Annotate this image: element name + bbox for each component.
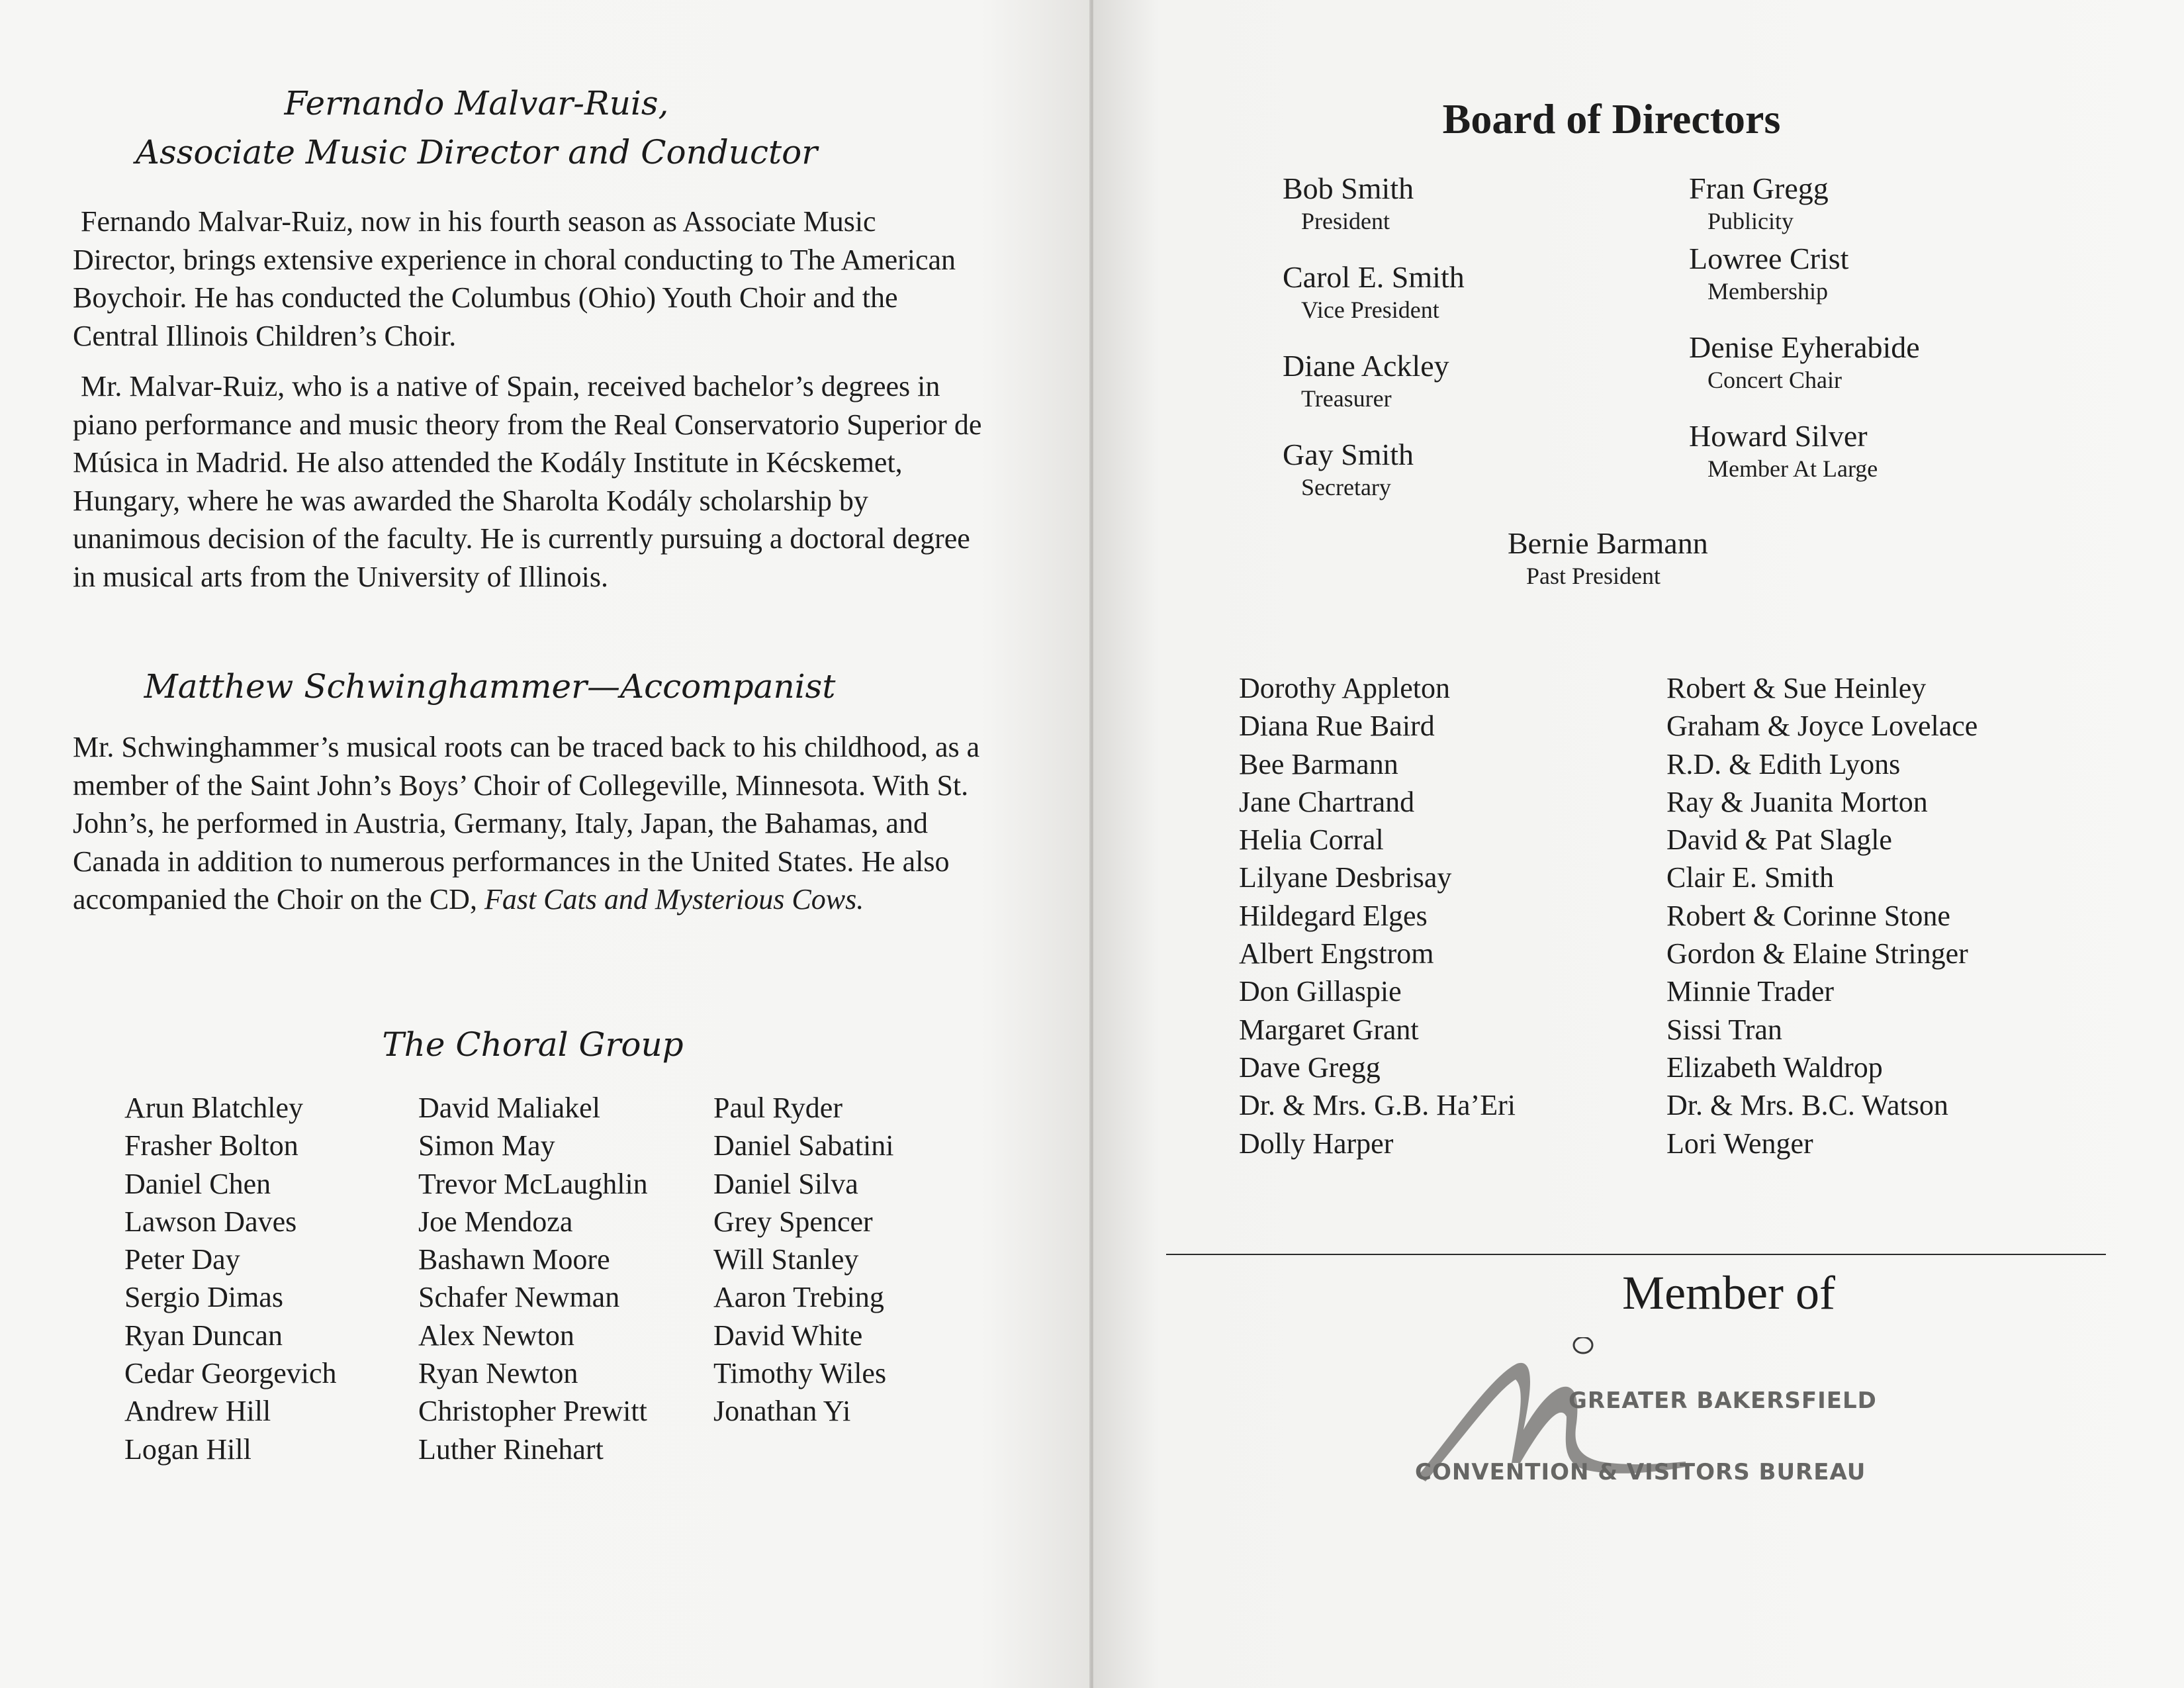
- list-item: Arun Blatchley: [124, 1092, 304, 1124]
- conductor-heading-line1: Fernando Malvar-Ruis,: [284, 84, 669, 122]
- list-item: Lilyane Desbrisay: [1239, 861, 1452, 894]
- board-member: [1283, 348, 1449, 413]
- member-column-2: [1666, 669, 1978, 1162]
- list-item: Dr. & Mrs. G.B. Ha’Eri: [1239, 1089, 1516, 1122]
- board-member-name: Lowree Crist: [1689, 242, 1849, 275]
- board-member: [1283, 171, 1414, 236]
- list-item: Grey Spencer: [713, 1205, 873, 1238]
- board-member-role: Secretary: [1301, 474, 1391, 500]
- list-item: Bashawn Moore: [418, 1243, 610, 1276]
- list-item: Christopher Prewitt: [418, 1395, 647, 1428]
- list-item: Will Stanley: [713, 1243, 859, 1276]
- list-item: David White: [713, 1319, 863, 1352]
- board-member-role: Concert Chair: [1707, 367, 1842, 393]
- list-item: Jane Chartrand: [1239, 785, 1415, 818]
- board-member-role: Membership: [1707, 278, 1828, 305]
- conductor-heading-line2: Associate Music Director and Conductor: [135, 133, 818, 171]
- list-item: Logan Hill: [124, 1432, 251, 1466]
- accompanist-heading: Matthew Schwinghammer—Accompanist: [144, 667, 836, 706]
- list-item: Luther Rinehart: [418, 1432, 604, 1466]
- board-member-name: Gay Smith: [1283, 438, 1414, 471]
- list-item: Daniel Chen: [124, 1167, 271, 1200]
- list-item: Frasher Bolton: [124, 1129, 298, 1162]
- right-page: [1093, 0, 2184, 1688]
- list-item: Joe Mendoza: [418, 1205, 573, 1238]
- choral-column-1: [124, 1089, 337, 1468]
- past-president: [1508, 526, 1708, 590]
- board-member: [1689, 241, 1848, 306]
- choral-column-3: [713, 1089, 894, 1430]
- list-item: Paul Ryder: [713, 1092, 842, 1124]
- list-item: Dave Gregg: [1239, 1051, 1381, 1084]
- board-member-name: Bob Smith: [1283, 171, 1414, 205]
- board-member-name: Carol E. Smith: [1283, 260, 1465, 294]
- board-member-role: Past President: [1526, 563, 1661, 589]
- list-item: Robert & Corinne Stone: [1666, 899, 1950, 932]
- divider-rule: [1166, 1254, 2106, 1255]
- board-member-role: President: [1301, 208, 1390, 234]
- list-item: Minnie Trader: [1666, 975, 1834, 1008]
- board-member-role: Publicity: [1707, 208, 1794, 234]
- list-item: Graham & Joyce Lovelace: [1666, 710, 1978, 743]
- list-item: David Maliakel: [418, 1092, 600, 1124]
- choral-column-2: [418, 1089, 648, 1468]
- list-item: Robert & Sue Heinley: [1666, 672, 1927, 704]
- list-item: Diana Rue Baird: [1239, 710, 1435, 743]
- list-item: Don Gillaspie: [1239, 975, 1402, 1008]
- board-member: [1283, 259, 1465, 324]
- logo-line-2: CONVENTION & VISITORS BUREAU: [1415, 1459, 1866, 1485]
- conductor-paragraph-1: Fernando Malvar-Ruiz, now in his fourth season as Associate Music Director, brings extensive experience in choral conducting to The American Boychoir. He has conducted the Columbus (Ohio) Youth Choir and the Central Illinois Children’s Choir.: [73, 205, 956, 352]
- member-of-heading: Member of: [1622, 1266, 1835, 1319]
- accompanist-paragraph: [73, 728, 986, 919]
- list-item: Hildegard Elges: [1239, 899, 1428, 932]
- board-member: [1689, 418, 1878, 483]
- list-item: Daniel Silva: [713, 1167, 858, 1200]
- left-page: [0, 0, 1091, 1688]
- list-item: Timothy Wiles: [713, 1357, 887, 1390]
- list-item: Simon May: [418, 1129, 555, 1162]
- board-heading: Board of Directors: [1442, 95, 1781, 142]
- list-item: David & Pat Slagle: [1666, 823, 1892, 857]
- conductor-paragraph-2: Mr. Malvar-Ruiz, who is a native of Spain, received bachelor’s degrees in piano performance and music theory from the Real Conservatorio Superior de Música in Madrid. He also attended the Kodály Institute in Kécskemet, Hungary, where he was awarded the Sharolta Kodály scholarship by unanimous decision of the faculty. He is currently pursuing a doctoral degree in musical arts from the University of Illinois.: [73, 370, 982, 593]
- list-item: Gordon & Elaine Stringer: [1666, 937, 1968, 970]
- list-item: Sergio Dimas: [124, 1281, 283, 1314]
- list-item: Andrew Hill: [124, 1395, 271, 1428]
- list-item: Trevor McLaughlin: [418, 1167, 648, 1200]
- list-item: Aaron Trebing: [713, 1281, 884, 1314]
- list-item: Helia Corral: [1239, 823, 1384, 857]
- list-item: Sissi Tran: [1666, 1013, 1782, 1046]
- list-item: Lori Wenger: [1666, 1127, 1813, 1160]
- list-item: Lawson Daves: [124, 1205, 297, 1238]
- board-member-role: Vice President: [1301, 297, 1439, 323]
- list-item: Schafer Newman: [418, 1281, 620, 1314]
- list-item: Dr. & Mrs. B.C. Watson: [1666, 1089, 1948, 1122]
- board-member-name: Diane Ackley: [1283, 349, 1449, 383]
- cd-title: Fast Cats and Mysterious Cows.: [484, 883, 864, 915]
- board-member: [1689, 330, 1920, 395]
- board-member-name: Denise Eyherabide: [1689, 330, 1920, 364]
- board-member: [1283, 437, 1414, 502]
- list-item: Daniel Sabatini: [713, 1129, 894, 1162]
- choral-group-heading: The Choral Group: [382, 1025, 684, 1064]
- accompanist-paragraph-text: Mr. Schwinghammer’s musical roots can be traced back to his childhood, as a member of the Saint John’s Boys’ Choir of Collegeville, Minnesota. With St. John’s, he performed in Austria, Germany, Italy, Japan, the Bahamas, and Canada in addition to numerous performances in the United States. He also accompanied the Choir on the CD,: [73, 731, 980, 915]
- list-item: Bee Barmann: [1239, 747, 1398, 780]
- list-item: Elizabeth Waldrop: [1666, 1051, 1883, 1084]
- list-item: Alex Newton: [418, 1319, 574, 1352]
- list-item: Ryan Duncan: [124, 1319, 283, 1352]
- list-item: Peter Day: [124, 1243, 240, 1276]
- list-item: Jonathan Yi: [713, 1395, 851, 1428]
- list-item: Ryan Newton: [418, 1357, 578, 1390]
- list-item: R.D. & Edith Lyons: [1666, 747, 1901, 780]
- list-item: Dolly Harper: [1239, 1127, 1394, 1160]
- list-item: Margaret Grant: [1239, 1013, 1419, 1046]
- list-item: Dorothy Appleton: [1239, 672, 1450, 704]
- member-column-1: [1239, 669, 1516, 1162]
- list-item: Ray & Juanita Morton: [1666, 785, 1928, 818]
- board-member: [1689, 171, 1829, 236]
- board-member-role: Member At Large: [1707, 455, 1878, 482]
- logo-line-1: GREATER BAKERSFIELD: [1569, 1387, 1877, 1414]
- list-item: Clair E. Smith: [1666, 861, 1834, 894]
- board-member-name: Fran Gregg: [1689, 171, 1829, 205]
- board-member-name: Bernie Barmann: [1508, 526, 1708, 560]
- board-member-name: Howard Silver: [1689, 419, 1868, 453]
- list-item: Albert Engstrom: [1239, 937, 1434, 970]
- board-member-role: Treasurer: [1301, 385, 1392, 412]
- list-item: Cedar Georgevich: [124, 1357, 337, 1390]
